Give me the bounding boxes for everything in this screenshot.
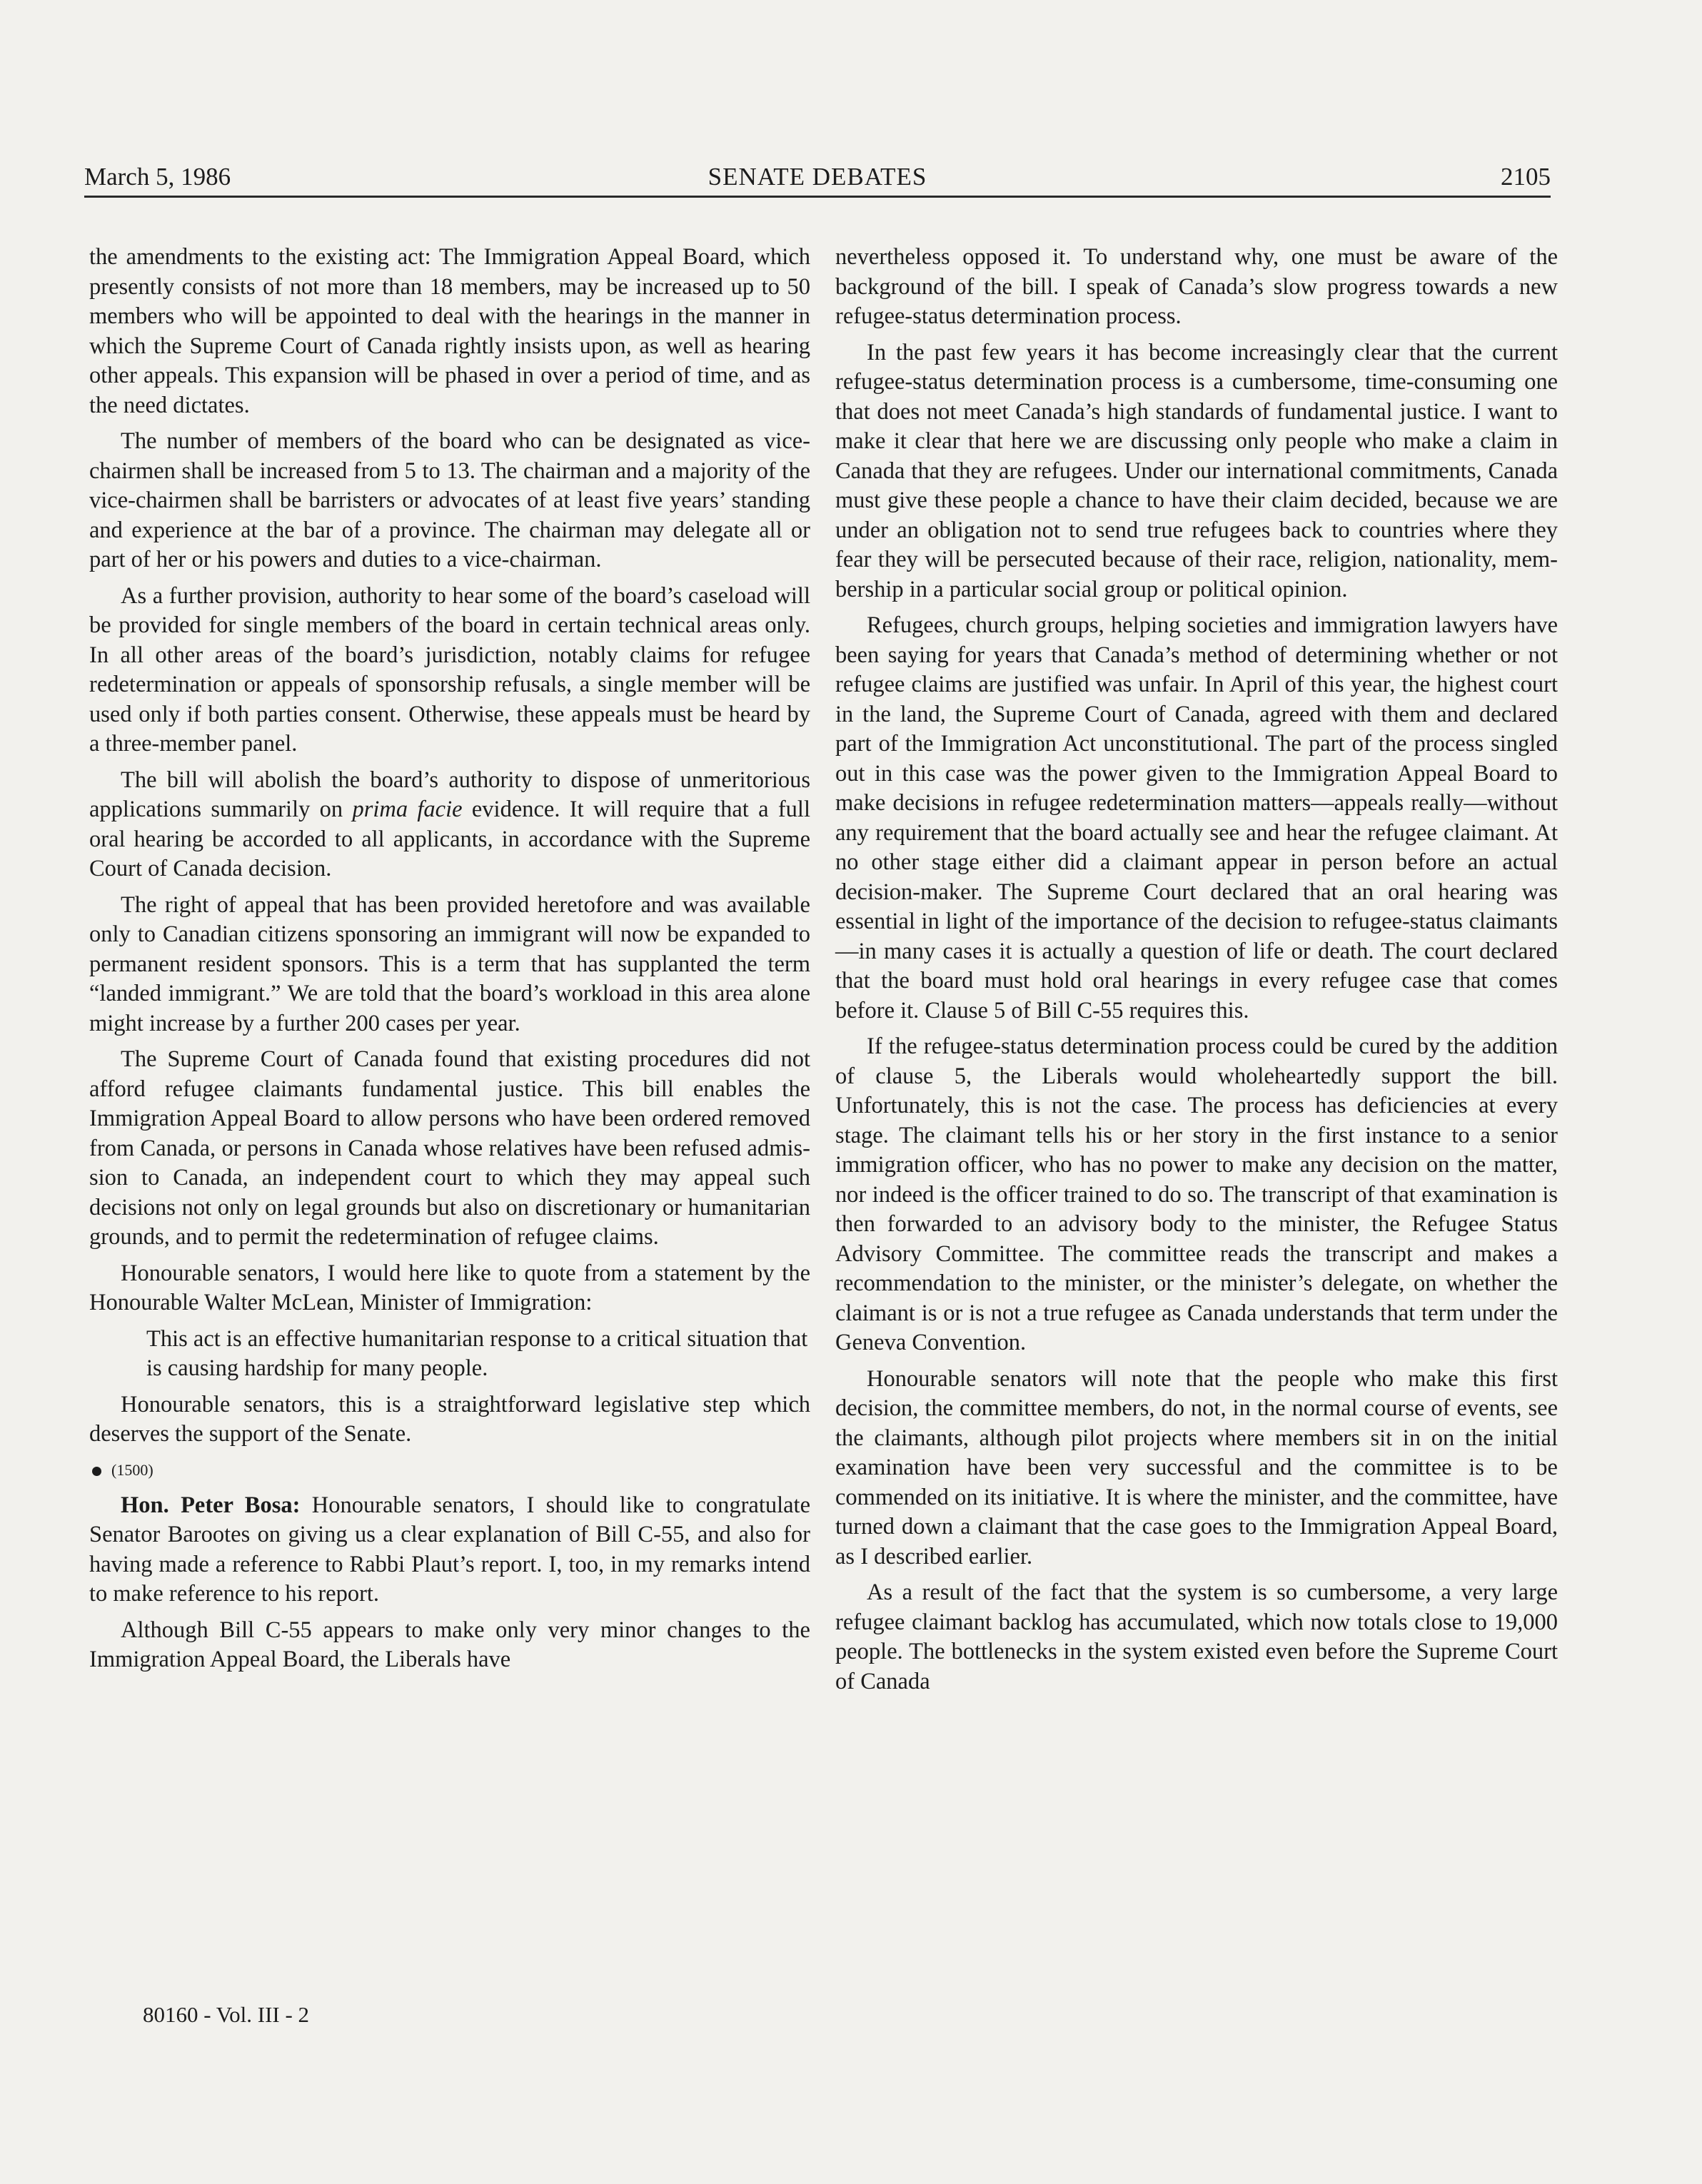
header-date: March 5, 1986	[84, 163, 231, 191]
paragraph	[89, 766, 810, 884]
paragraph: As a further provision, authority to hear some of the board’s caseload will be provided for single members of the board in certain technical areas only. In all other areas of the board’s jurisdiction, notably claims for refugee redetermination or appeals of sponsorship refusals, a single member will be used only if both parties consent. Otherwise, these appeals must be heard by a three-member panel.	[89, 582, 810, 757]
paragraph-text: Honourable senators, I should like to congratulate Senator Barootes on giving us a clear explanation of Bill C-55, and also for having made a reference to Rabbi Plaut’s report. I, too, in my remarks intend to make reference to his report.	[89, 1492, 811, 1607]
paragraph: As a result of the fact that the system is so cumbersome, a very large refugee claimant backlog has accumulated, which now totals close to 19,000 people. The bottlenecks in the system existed even before the Supreme Court of Canada	[835, 1579, 1558, 1694]
paragraph	[89, 1491, 810, 1609]
paragraph-text: The bill will abolish the board’s authority to dispose of unmeritorious applications summarily on	[89, 767, 810, 822]
bullet-icon	[92, 1467, 101, 1476]
right-column	[835, 243, 1558, 1703]
paragraph: Honourable senators will note that the people who make this first decision, the committee members, do not, in the normal course of events, see the claimants, although pilot projects where members sit in on the initial examination have been very successful and the committee is to be commended on its initiative. It is where the minister, and the committee, have turned down a claimant that the case goes to the Immigration Appeal Board, as I described earlier.	[835, 1365, 1558, 1569]
paragraph: the amendments to the existing act: The Immigration Appeal Board, which presently consists of not more than 18 members, may be increased up to 50 members who will be appointed to deal with the hearings in the manner in which the Supreme Court of Canada rightly insists upon, as well as hearing other appeals. This expansion will be phased in over a period of time, and as the need dictates.	[89, 244, 810, 418]
block-quote: This act is an effective humanitarian response to a critical situation that is causing hardship for many people.	[146, 1325, 808, 1381]
time-marker-text: (1500)	[111, 1460, 153, 1479]
paragraph: The number of members of the board who can be designated as vice-chairmen shall be increased from 5 to 13. The chairman and a majority of the vice-chairmen shall be barristers or advocates of at least five years’ standing and experience at the bar of a province. The chairman may delegate all or part of her or his powers and duties to a vice-chairman.	[89, 428, 810, 572]
paragraph: The Supreme Court of Canada found that existing procedures did not afford refugee claimants fundamental justice. This bill enables the Immigration Appeal Board to allow persons who have been ordered removed from Canada, or persons in Canada whose relatives have been refused admission to Canada, an independent court to which they may appeal such decisions not only on legal grounds but also on discretionary or humanitarian grounds, and to permit the redetermination of refugee claims.	[89, 1046, 810, 1250]
paragraph: Honourable senators, this is a straightforward legislative step which deserves the support of the Senate.	[89, 1391, 810, 1447]
header-page-number: 2105	[1501, 163, 1551, 191]
paragraph-text: evidence. It will require that a full oral hearing be accorded to all applicants, in accordance with the Supreme Court of Canada decision.	[89, 797, 810, 881]
paragraph: The right of appeal that has been provided heretofore and was available only to Canadian citizens sponsoring an immigrant will now be expanded to permanent resident sponsors. This is a term that has supplanted the term “landed immigrant.” We are told that the board’s workload in this area alone might increase by a further 200 cases per year.	[89, 891, 810, 1036]
paragraph: Although Bill C-55 appears to make only very minor changes to the Immigration Appeal Board, the Liberals have	[89, 1617, 810, 1672]
italic-term: prima facie	[352, 797, 463, 822]
paragraph: nevertheless opposed it. To understand why, one must be aware of the background of the bill. I speak of Canada’s slow progress towards a new refugee-status determination process.	[835, 244, 1558, 329]
paragraph: In the past few years it has become increasingly clear that the current refugee-status determination process is a cumbersome, time-consuming one that does not meet Canada’s high standards of fundamental justice. I want to make it clear that here we are discussing only people who make a claim in Canada that they are refugees. Under our international commitments, Canada must give these people a chance to have their claim decided, because we are under an obligation not to send true refugees back to countries where they fear they will be persecuted because of their race, religion, nationality, membership in a particular social group or political opinion.	[835, 339, 1558, 602]
left-column	[89, 243, 810, 1682]
page-header	[84, 158, 1551, 198]
speaker-name: Hon. Peter Bosa:	[121, 1492, 301, 1518]
time-marker	[92, 1460, 810, 1481]
paragraph: Honourable senators, I would here like to quote from a statement by the Honourable Walter McLean, Minister of Immigration:	[89, 1260, 810, 1315]
header-title: SENATE DEBATES	[708, 163, 927, 191]
paragraph: If the refugee-status determination process could be cured by the addition of clause 5, the Liberals would wholeheartedly support the bill. Unfortunately, this is not the case. The process has deficiencies at every stage. The claimant tells his or her story in the first instance to a senior immigration officer, who has no power to make any decision on the matter, nor indeed is the officer trained to do so. The transcript of that examination is then forwarded to an advisory body to the minister, the Refugee Status Advisory Committee. The committee reads the transcript and makes a recommendation to the minister, or the minister’s delegate, on whether the claimant is or is not a true refugee as Canada understands that term under the Geneva Convention.	[835, 1033, 1558, 1355]
paragraph: Refugees, church groups, helping societies and immigration lawyers have been saying for years that Canada’s method of determining whether or not refugee claims are justified was unfair. In April of this year, the highest court in the land, the Supreme Court of Canada, agreed with them and declared part of the Immigration Act unconstitutional. The part of the process singled out in this case was the power given to the Immigration Appeal Board to make decisions in refugee redetermination matters—appeals really—without any requirement that the board actually see and hear the refugee claimant. At no other stage either did a claimant appear in person before an actual decision-maker. The Supreme Court declared that an oral hearing was essential in light of the importance of the decision to refugee-status claimants—in many cases it is actually a question of life or death. The court declared that the board must hold oral hearings in every refugee case that comes before it. Clause 5 of Bill C-55 requires this.	[835, 612, 1558, 1023]
page-footer: 80160 - Vol. III - 2	[143, 2002, 310, 2027]
